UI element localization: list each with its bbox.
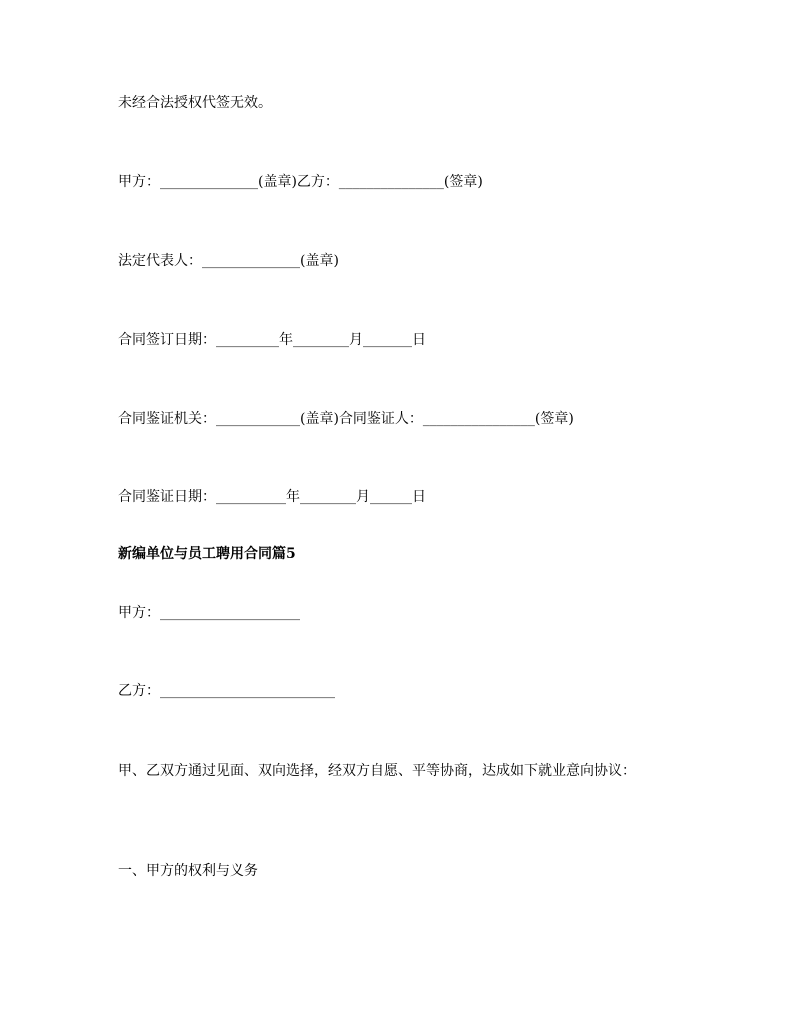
agreement-intro-paragraph: 甲、乙双方通过见面、双向选择，经双方自愿、平等协商，达成如下就业意向协议： [118, 763, 636, 779]
contract-verification-authority-line: 合同鉴证机关：____________(盖章)合同鉴证人：________________(签章) [118, 411, 574, 427]
party-b-line: 乙方：_________________________ [118, 683, 335, 699]
section-1-title: 一、甲方的权利与义务 [118, 863, 258, 879]
party-signature-line: 甲方：______________(盖章)乙方：_______________(签章) [118, 174, 483, 190]
contract-verification-date-line: 合同鉴证日期：__________年________月______日 [118, 489, 426, 505]
legal-representative-line: 法定代表人：______________(盖章) [118, 253, 339, 269]
contract-signing-date-line: 合同签订日期：_________年________月_______日 [118, 332, 426, 348]
party-a-line: 甲方：____________________ [118, 605, 300, 621]
contract-heading: 新编单位与员工聘用合同篇5 [118, 546, 296, 562]
unauthorized-signature-note: 未经合法授权代签无效。 [118, 95, 272, 111]
